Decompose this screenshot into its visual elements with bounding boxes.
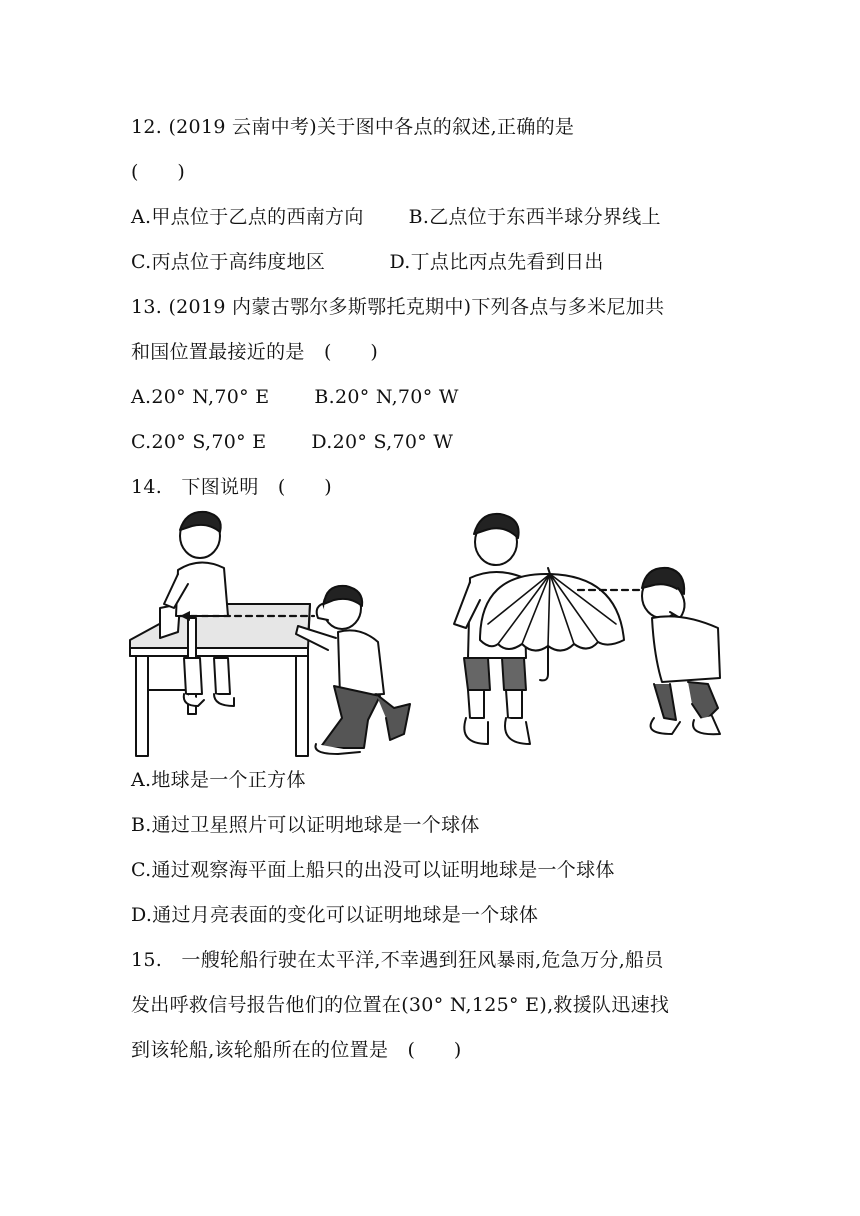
q14-option-c: C.通过观察海平面上船只的出没可以证明地球是一个球体 bbox=[131, 859, 615, 881]
q14-option-d: D.通过月亮表面的变化可以证明地球是一个球体 bbox=[131, 904, 539, 926]
q12-options-cd: C.丙点位于高纬度地区 D.丁点比丙点先看到日出 bbox=[131, 251, 604, 273]
table-scene bbox=[130, 512, 410, 756]
q15-stem-line2: 发出呼救信号报告他们的位置在(30° N,125° E),救援队迅速找 bbox=[131, 994, 670, 1016]
q13-stem-line2: 和国位置最接近的是 ( ) bbox=[131, 341, 379, 363]
q12-options-ab: A.甲点位于乙点的西南方向 B.乙点位于东西半球分界线上 bbox=[131, 206, 661, 228]
umbrella-scene bbox=[454, 514, 720, 744]
q13-options-cd: C.20° S,70° E D.20° S,70° W bbox=[131, 431, 454, 453]
q15-stem-line1: 15. 一艘轮船行驶在太平洋,不幸遇到狂风暴雨,危急万分,船员 bbox=[131, 949, 664, 971]
q13-stem-line1: 13. (2019 内蒙古鄂尔多斯鄂托克期中)下列各点与多米尼加共 bbox=[131, 296, 665, 318]
q14-stem: 14. 下图说明 ( ) bbox=[131, 476, 332, 498]
q14-option-a: A.地球是一个正方体 bbox=[131, 769, 306, 791]
earth-shape-illustration bbox=[128, 508, 733, 760]
q12-stem: 12. (2019 云南中考)关于图中各点的叙述,正确的是 bbox=[131, 116, 575, 138]
q15-stem-line3: 到该轮船,该轮船所在的位置是 ( ) bbox=[131, 1039, 462, 1061]
q12-answer-blank: ( ) bbox=[131, 161, 186, 183]
q13-options-ab: A.20° N,70° E B.20° N,70° W bbox=[131, 386, 459, 408]
q14-option-b: B.通过卫星照片可以证明地球是一个球体 bbox=[131, 814, 480, 836]
